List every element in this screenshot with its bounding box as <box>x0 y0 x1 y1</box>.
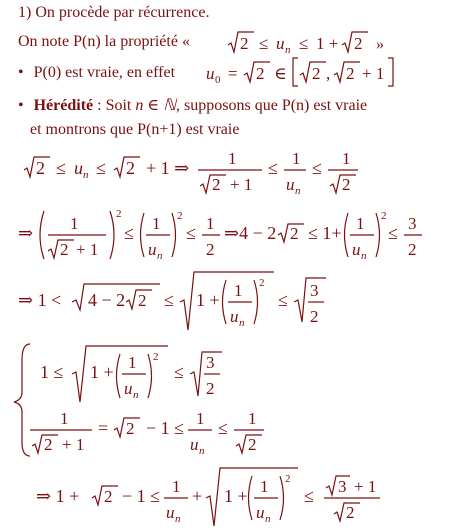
svg-text:⇒ 1 <: ⇒ 1 < <box>18 290 62 310</box>
init-text: P(0) est vraie, en effet <box>33 64 176 81</box>
svg-text:u: u <box>190 435 199 454</box>
svg-text:1 +: 1 + <box>90 362 114 382</box>
heredite-line <box>18 95 367 115</box>
svg-text:≤: ≤ <box>56 158 66 178</box>
svg-text:1 +: 1 + <box>196 290 220 310</box>
svg-text:3: 3 <box>206 353 215 372</box>
init-formula <box>0 54 450 94</box>
svg-text:n: n <box>285 44 291 56</box>
svg-text:1: 1 <box>342 149 351 168</box>
svg-text:1: 1 <box>70 214 79 233</box>
svg-text:2: 2 <box>346 64 355 83</box>
svg-text:u: u <box>148 240 157 259</box>
svg-text:+ 1 ⇒: + 1 ⇒ <box>146 158 190 178</box>
svg-text:2: 2 <box>346 503 355 522</box>
heredite-label: Hérédité <box>33 97 94 114</box>
svg-text:2: 2 <box>44 435 53 454</box>
svg-text:n: n <box>83 169 89 181</box>
svg-text:2: 2 <box>240 34 249 53</box>
heredite-text-b: , supposons que P(n) est vraie <box>176 97 368 114</box>
svg-text:+ 1: + 1 <box>354 477 377 496</box>
svg-text:u: u <box>256 503 265 522</box>
svg-text:n: n <box>239 317 245 329</box>
svg-text:4 − 2: 4 − 2 <box>88 290 126 310</box>
svg-text:≤: ≤ <box>304 486 314 506</box>
svg-text:2: 2 <box>138 291 147 310</box>
svg-text:u: u <box>230 307 239 326</box>
svg-text:2: 2 <box>104 487 113 506</box>
svg-text:n: n <box>157 250 163 262</box>
svg-text:− 1 ≤: − 1 ≤ <box>146 418 185 438</box>
heading: 1) On procède par récurrence. <box>18 4 210 21</box>
svg-text:3: 3 <box>408 214 417 233</box>
svg-text:+: + <box>192 486 203 506</box>
svg-text:2: 2 <box>116 208 122 220</box>
svg-text:+ 1: + 1 <box>76 240 99 259</box>
svg-text:1: 1 <box>128 353 137 372</box>
svg-text:u: u <box>276 34 285 53</box>
svg-text:=: = <box>98 418 109 438</box>
svg-text:1: 1 <box>196 409 205 428</box>
svg-text:+ 1: + 1 <box>230 175 253 194</box>
svg-text:≤: ≤ <box>268 158 278 178</box>
svg-text:n: n <box>361 250 367 262</box>
heredite-math: n ∈ ℕ <box>135 97 177 114</box>
svg-text:⇒4 − 2: ⇒4 − 2 <box>224 223 277 243</box>
svg-text:1: 1 <box>356 214 365 233</box>
svg-text:≤: ≤ <box>388 223 398 243</box>
svg-text:∈: ∈ <box>274 64 287 83</box>
eq4-formula <box>0 464 450 532</box>
svg-text:u: u <box>74 158 83 178</box>
svg-text:⇒ 1 +: ⇒ 1 + <box>36 486 80 506</box>
svg-text:2: 2 <box>310 307 319 326</box>
svg-text:≤: ≤ <box>186 223 196 243</box>
svg-text:⇒: ⇒ <box>18 223 34 243</box>
svg-text:1: 1 <box>234 281 243 300</box>
eq2-formula <box>0 205 450 265</box>
svg-text:2: 2 <box>153 351 159 363</box>
svg-text:2: 2 <box>381 210 387 222</box>
svg-text:2: 2 <box>259 277 265 289</box>
svg-text:2: 2 <box>285 473 291 485</box>
svg-text:1 ≤: 1 ≤ <box>40 362 64 382</box>
svg-text:≤: ≤ <box>218 418 228 438</box>
notation-prefix: On note P(n) la propriété « <box>18 33 190 50</box>
svg-text:2: 2 <box>36 158 45 178</box>
svg-text:2: 2 <box>342 175 351 194</box>
svg-text:1: 1 <box>206 214 215 233</box>
svg-text:1: 1 <box>292 149 301 168</box>
svg-text:2: 2 <box>408 240 417 259</box>
notation-suffix: » <box>376 36 384 53</box>
svg-text:3: 3 <box>338 477 347 496</box>
svg-text:3: 3 <box>310 281 319 300</box>
svg-text:u: u <box>352 240 361 259</box>
svg-text:u: u <box>286 175 295 194</box>
heredite-text-a: : Soit <box>93 97 132 114</box>
svg-text:2: 2 <box>177 210 183 222</box>
svg-text:≤ 1+: ≤ 1+ <box>308 223 342 243</box>
svg-text:2: 2 <box>212 175 221 194</box>
svg-text:1 +: 1 + <box>224 486 248 506</box>
svg-text:≤: ≤ <box>299 34 309 53</box>
svg-text:− 1 ≤: − 1 ≤ <box>122 486 161 506</box>
sys1-formula <box>0 344 450 408</box>
svg-text:u: u <box>166 503 175 522</box>
svg-text:2: 2 <box>256 64 265 83</box>
svg-text:,: , <box>326 64 331 83</box>
svg-text:2: 2 <box>206 240 215 259</box>
svg-text:n: n <box>199 445 205 457</box>
svg-text:n: n <box>133 389 139 401</box>
show-line: et montrons que P(n+1) est vraie <box>30 121 240 138</box>
svg-text:1: 1 <box>152 214 161 233</box>
svg-text:2: 2 <box>206 379 215 398</box>
svg-text:≤: ≤ <box>164 290 174 310</box>
svg-text:u: u <box>124 379 133 398</box>
svg-text:2: 2 <box>248 435 257 454</box>
svg-text:1: 1 <box>260 477 269 496</box>
svg-text:1: 1 <box>60 409 69 428</box>
svg-text:1: 1 <box>228 149 237 168</box>
svg-text:+ 1: + 1 <box>62 435 85 454</box>
svg-text:n: n <box>175 513 181 525</box>
svg-text:≤: ≤ <box>259 34 269 53</box>
sys2-formula <box>0 404 450 460</box>
svg-text:≤: ≤ <box>174 362 184 382</box>
svg-text:≤: ≤ <box>124 223 134 243</box>
bullet-icon: • <box>18 64 24 81</box>
svg-text:1: 1 <box>248 409 257 428</box>
eq3-formula <box>0 268 450 338</box>
eq1-formula <box>0 148 450 198</box>
svg-text:1: 1 <box>172 477 181 496</box>
bullet-icon: • <box>18 97 24 114</box>
svg-text:2: 2 <box>126 419 135 438</box>
svg-text:≤: ≤ <box>278 290 288 310</box>
svg-text:n: n <box>265 513 271 525</box>
svg-text:2: 2 <box>354 34 363 53</box>
svg-text:+ 1: + 1 <box>362 64 385 83</box>
svg-text:=: = <box>228 64 238 83</box>
notation-formula <box>228 32 384 56</box>
svg-text:2: 2 <box>290 224 299 243</box>
svg-text:0: 0 <box>215 74 221 86</box>
svg-text:n: n <box>295 185 301 197</box>
svg-text:u: u <box>206 64 215 83</box>
svg-text:2: 2 <box>312 64 321 83</box>
svg-text:1 +: 1 + <box>316 34 339 53</box>
svg-text:2: 2 <box>60 240 69 259</box>
svg-text:≤: ≤ <box>312 158 322 178</box>
svg-text:2: 2 <box>126 158 135 178</box>
svg-text:≤: ≤ <box>96 158 106 178</box>
